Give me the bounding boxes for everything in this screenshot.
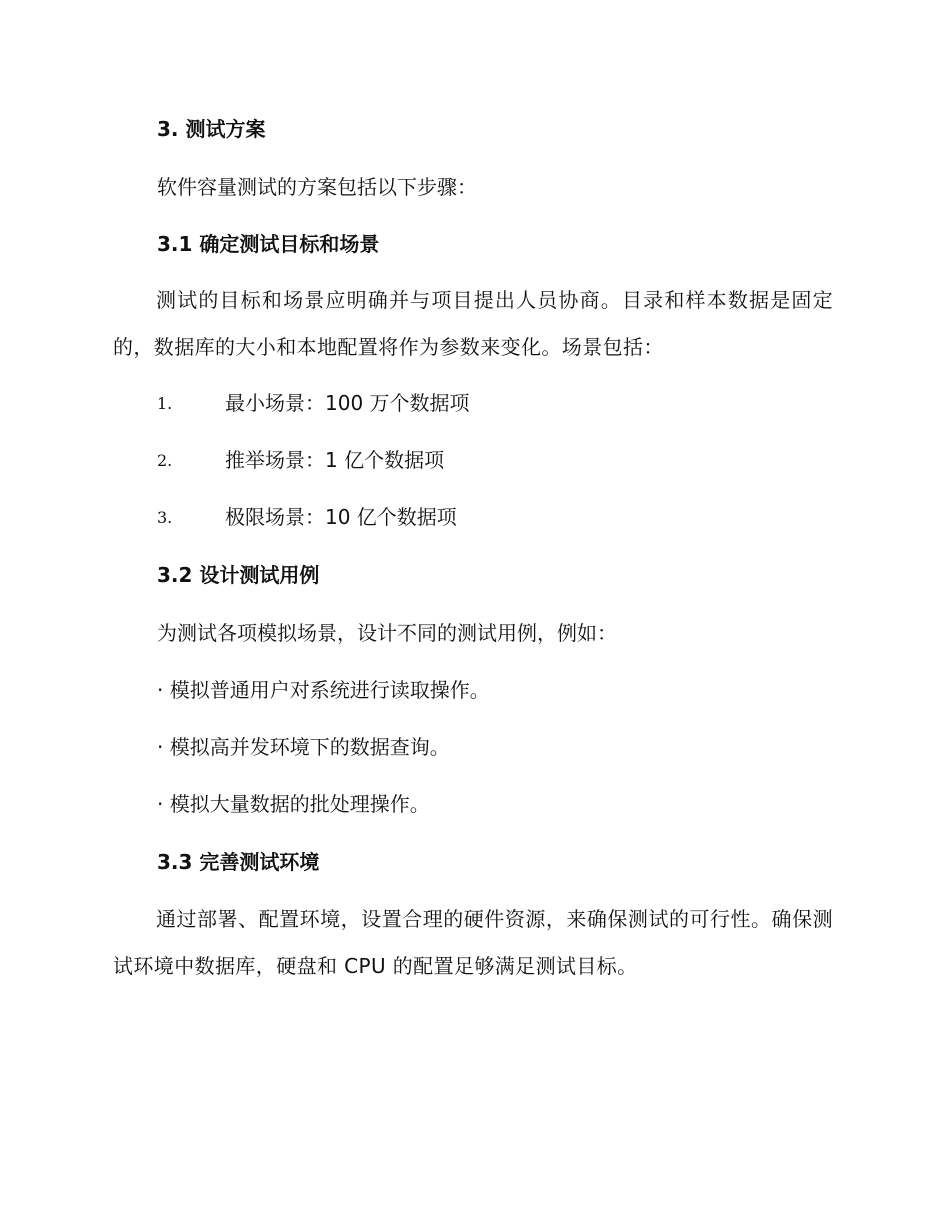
subsection-3-2-intro: 为测试各项模拟场景，设计不同的测试用例，例如： [157, 621, 617, 645]
list-item-text: 极限场景：10 亿个数据项 [225, 505, 457, 529]
list-item-number: 2. [157, 451, 173, 470]
section-heading: 3. 测试方案 [157, 117, 266, 141]
list-item-text: 推举场景：1 亿个数据项 [225, 448, 445, 472]
bullet-item: · 模拟高并发环境下的数据查询。 [157, 735, 450, 759]
subsection-3-3-paragraph: 通过部署、配置环境，设置合理的硬件资源，来确保测试的可行性。确保测试环境中数据库，硬盘和 CPU 的配置足够满足测试目标。 [113, 907, 833, 978]
bullet-item: · 模拟大量数据的批处理操作。 [157, 792, 430, 816]
bullet-item: · 模拟普通用户对系统进行读取操作。 [157, 678, 490, 702]
list-item-number: 3. [157, 508, 173, 527]
list-item-text: 最小场景：100 万个数据项 [225, 391, 470, 415]
subsection-heading-3-1: 3.1 确定测试目标和场景 [157, 232, 380, 256]
subsection-heading-3-3: 3.3 完善测试环境 [157, 850, 320, 874]
subsection-heading-3-2: 3.2 设计测试用例 [157, 563, 320, 587]
subsection-3-1-paragraph: 测试的目标和场景应明确并与项目提出人员协商。目录和样本数据是固定的，数据库的大小和本地配置将作为参数来变化。场景包括： [113, 288, 833, 359]
section-intro: 软件容量测试的方案包括以下步骤： [157, 175, 477, 199]
list-item-number: 1. [157, 394, 173, 413]
